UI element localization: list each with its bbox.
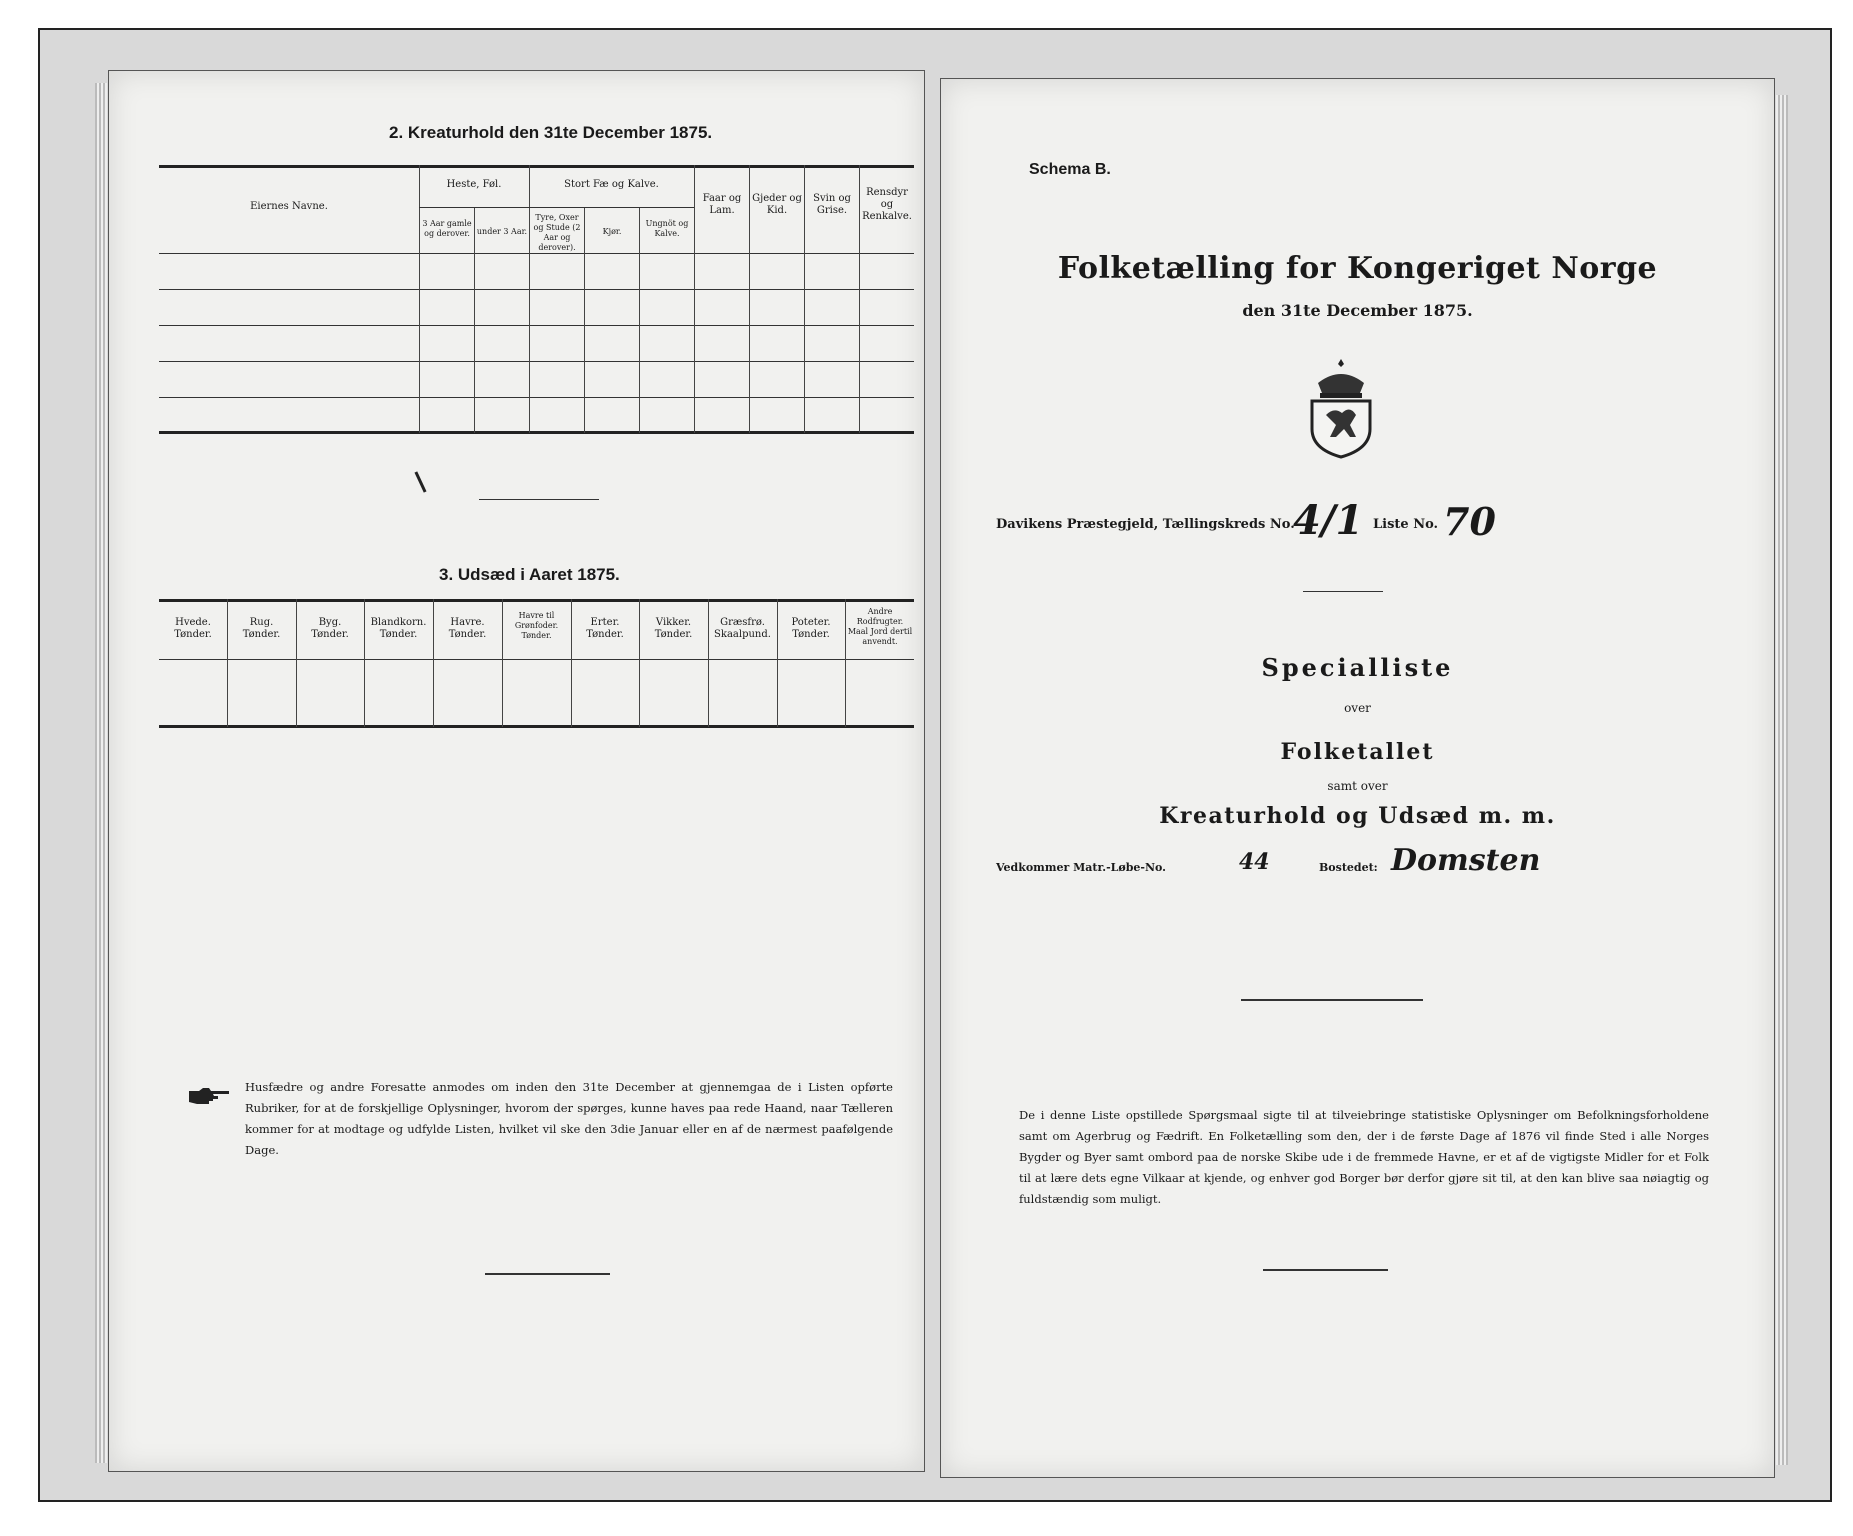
col-havre-header (433, 617, 502, 641)
table2-header-rule (159, 253, 914, 254)
col-unit: Tønder. (379, 629, 418, 640)
col-vikker-header (639, 617, 708, 641)
col-pigs-header: Svin og Grise. (813, 193, 851, 216)
district-number-value: 4/1 (1293, 497, 1364, 544)
table3-bottom-rule (159, 725, 914, 728)
table2-bottom-rule (159, 431, 914, 434)
col-name: Poteter. (791, 617, 831, 628)
list-number-value: 70 (1443, 499, 1496, 544)
coat-of-arms-icon (1304, 357, 1378, 459)
table2-col-divider (474, 207, 475, 433)
col-unit: Tønder. (654, 629, 693, 640)
schema-label: Schema B. (1029, 161, 1111, 178)
table2-row-rule (159, 397, 914, 398)
col-rodfrugter-header (846, 607, 914, 647)
col-name: Byg. (318, 617, 342, 628)
pen-mark (414, 471, 426, 492)
footer-rule (1263, 1269, 1388, 1271)
col-unit: Tønder. (242, 629, 281, 640)
col-owner-header: Eiernes Navne. (250, 201, 328, 212)
col-horses-b-header: under 3 Aar. (476, 227, 528, 236)
col-unit: Tønder. (448, 629, 487, 640)
district-label: Davikens Præstegjeld, Tællingskreds No. (996, 517, 1295, 532)
col-unit: Maal Jord dertil anvendt. (847, 627, 913, 646)
col-name: Hvede. (175, 617, 211, 628)
col-name: Erter. (590, 617, 620, 628)
col-cattle-header: Stort Fæ og Kalve. (564, 179, 659, 190)
col-unit: Skaalpund. (714, 629, 771, 640)
col-goats-header: Gjeder og Kid. (752, 193, 802, 216)
text-over: over (1344, 701, 1371, 715)
divider-rule (1303, 591, 1383, 592)
left-page (108, 70, 925, 1472)
col-name: Havre. (450, 617, 485, 628)
matr-label: Vedkommer Matr.-Løbe-No. (996, 861, 1166, 874)
col-byg-header (296, 617, 364, 641)
heading-specialliste: Specialliste (1261, 653, 1454, 682)
divider-rule (1241, 999, 1423, 1001)
pointing-hand-icon (187, 1087, 231, 1105)
col-unit: Tønder. (521, 631, 552, 640)
col-name: Andre Rodfrugter. (856, 607, 904, 626)
col-graesfro-header (708, 617, 777, 641)
section3-title: 3. Udsæd i Aaret 1875. (439, 565, 620, 584)
info-paragraph: De i denne Liste opstillede Spørgsmaal sigte til at tilveiebringe statistiske Oplysninger om Befolkningsforholdene samt om Agerbrug og Fædrift. En Folketælling som den, der i de første Dage af 1876 vil finde Sted i alle Norges Bygder og Byer samt ombord paa de norske Skibe ude i de fremmede Havne, er et af de vigtigste Midler for et Folk til at lære dets egne Vilkaar at kjende, og enhver god Borger bør derfor gjøre sit til, at den kan blive saa nøiagtig og fuldstændig som muligt. (1019, 1108, 1709, 1206)
table2-top-rule (159, 165, 914, 168)
col-rug-header (227, 617, 296, 641)
col-erter-header (571, 617, 639, 641)
section2-title: 2. Kreaturhold den 31te December 1875. (389, 123, 713, 142)
col-reindeer-header: Rensdyr og Renkalve. (862, 187, 912, 222)
divider-rule (479, 499, 599, 500)
table2-col-divider (639, 207, 640, 433)
col-cattle-a-header: Tyre, Oxer og Stude (2 Aar og derover). (533, 213, 581, 252)
col-name: Havre til Grønfoder. (514, 611, 559, 630)
right-page (940, 78, 1775, 1478)
table2-row-rule (159, 325, 914, 326)
col-name: Vikker. (655, 617, 692, 628)
heading-kreaturhold: Kreaturhold og Udsæd m. m. (1159, 803, 1556, 829)
heading-folketallet: Folketallet (1280, 739, 1435, 765)
col-name: Rug. (249, 617, 274, 628)
col-unit: Tønder. (792, 629, 830, 640)
table2-row-rule (159, 289, 914, 290)
list-number-label: Liste No. (1373, 517, 1439, 532)
table2-row-rule (159, 361, 914, 362)
col-cattle-c-header: Ungnöt og Kalve. (645, 219, 689, 238)
col-cattle-b-header: Kjør. (602, 227, 622, 236)
col-unit: Tønder. (586, 629, 624, 640)
table2-col-divider (529, 165, 530, 433)
col-name: Græsfrø. (720, 617, 765, 628)
col-poteter-header (777, 617, 845, 641)
matr-value: 44 (1239, 849, 1270, 875)
table3-top-rule (159, 599, 914, 602)
col-sheep-header: Faar og Lam. (702, 193, 742, 216)
table2-col-divider (584, 207, 585, 433)
table2-col-divider (419, 165, 420, 433)
col-groenfoder-header (502, 611, 571, 641)
main-title: Folketælling for Kongeriget Norge (1057, 251, 1658, 286)
col-unit: Tønder. (174, 629, 212, 640)
col-horses-header: Heste, Føl. (446, 179, 502, 190)
col-unit: Tønder. (311, 629, 349, 640)
footer-rule (485, 1273, 610, 1275)
bosted-value: Domsten (1391, 843, 1541, 878)
table3-header-rule (159, 659, 914, 660)
col-hvede-header (159, 617, 227, 641)
main-subtitle: den 31te December 1875. (1242, 301, 1473, 320)
col-horses-a-header: 3 Aar gamle og derover. (422, 219, 472, 238)
table2-group-rule (419, 207, 694, 208)
col-blandkorn-header (364, 617, 433, 641)
bosted-label: Bostedet: (1319, 861, 1378, 874)
col-name: Blandkorn. (370, 617, 427, 628)
text-samt-over: samt over (1327, 779, 1388, 793)
notice-text: Husfædre og andre Foresatte anmodes om inden den 31te December at gjennemgaa de i Listen opførte Rubriker, for at de forskjellige Oplysninger, hvorom der spørges, kunne haves paa rede Haand, naar Tælleren kommer for at modtage og udfylde Listen, hvilket vil ske den 3die Januar eller en af de nærmest paafølgende Dage. (245, 1080, 893, 1157)
